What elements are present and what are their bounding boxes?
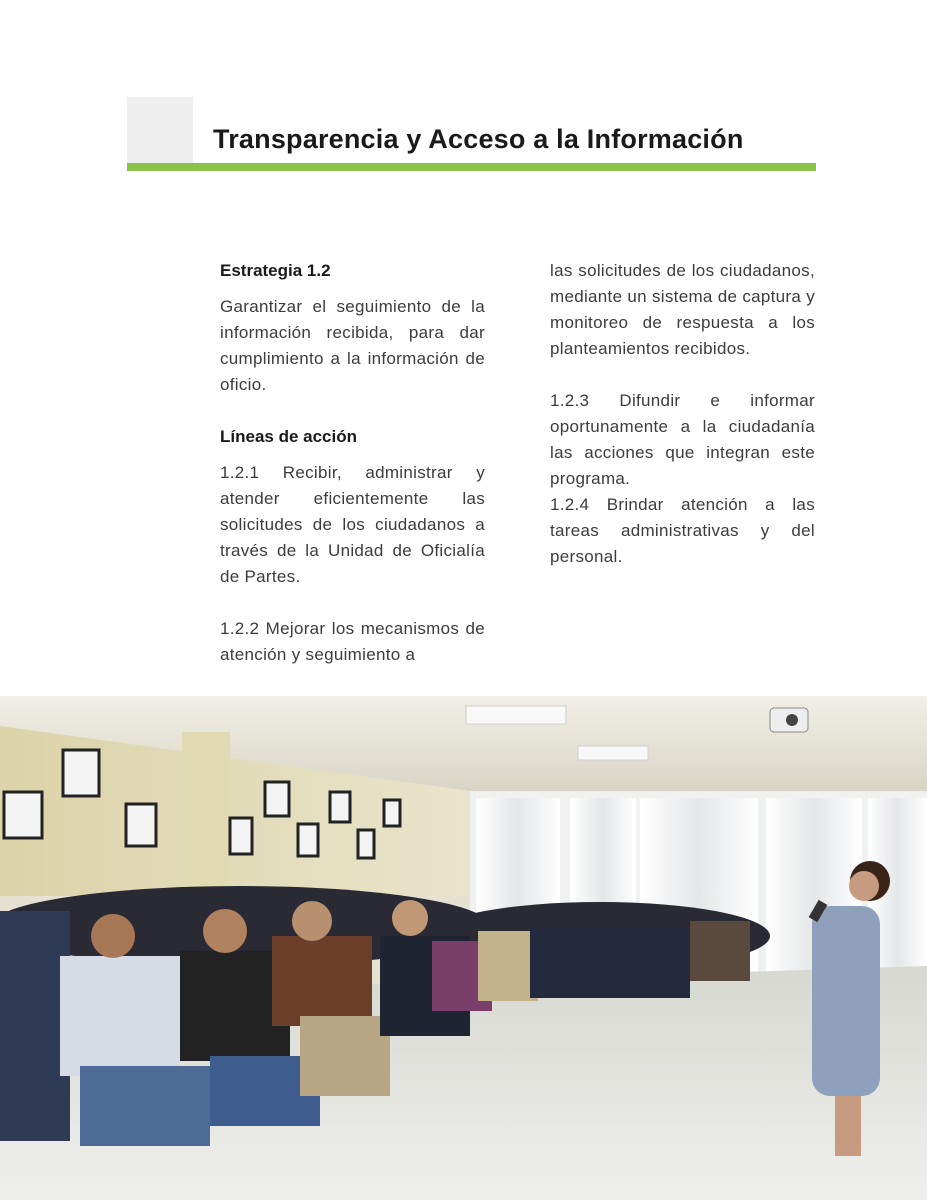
action-item-4: 1.2.4 Brindar atención a las tareas administrativas y del personal.: [550, 495, 815, 566]
page-title: Transparencia y Acceso a la Información: [213, 124, 744, 154]
header-decor-box: [127, 97, 193, 164]
left-text-column: [220, 258, 485, 668]
strategy-text: Garantizar el seguimiento de la información recibida, para dar cumplimiento a la información de oficio.: [220, 297, 485, 394]
action-item-2-end: las solicitudes de los ciudadanos, mediante un sistema de captura y monitoreo de respuesta a los planteamientos recibidos.: [550, 261, 815, 358]
action-item-3: 1.2.3 Difundir e informar oportunamente a la ciudadanía las acciones que integran este programa.: [550, 391, 815, 488]
meeting-photo: [0, 696, 927, 1200]
action-item-2-start: 1.2.2 Mejorar los mecanismos de atención y seguimiento a: [220, 619, 485, 664]
title-underline: [127, 163, 816, 171]
strategy-heading: Estrategia 1.2: [220, 261, 331, 280]
right-text-column: [550, 258, 815, 570]
action-item-1: 1.2.1 Recibir, administrar y atender eficientemente las solicitudes de los ciudadanos a través de la Unidad de Oficialía de Partes.: [220, 463, 485, 586]
lines-heading: Líneas de acción: [220, 427, 357, 446]
